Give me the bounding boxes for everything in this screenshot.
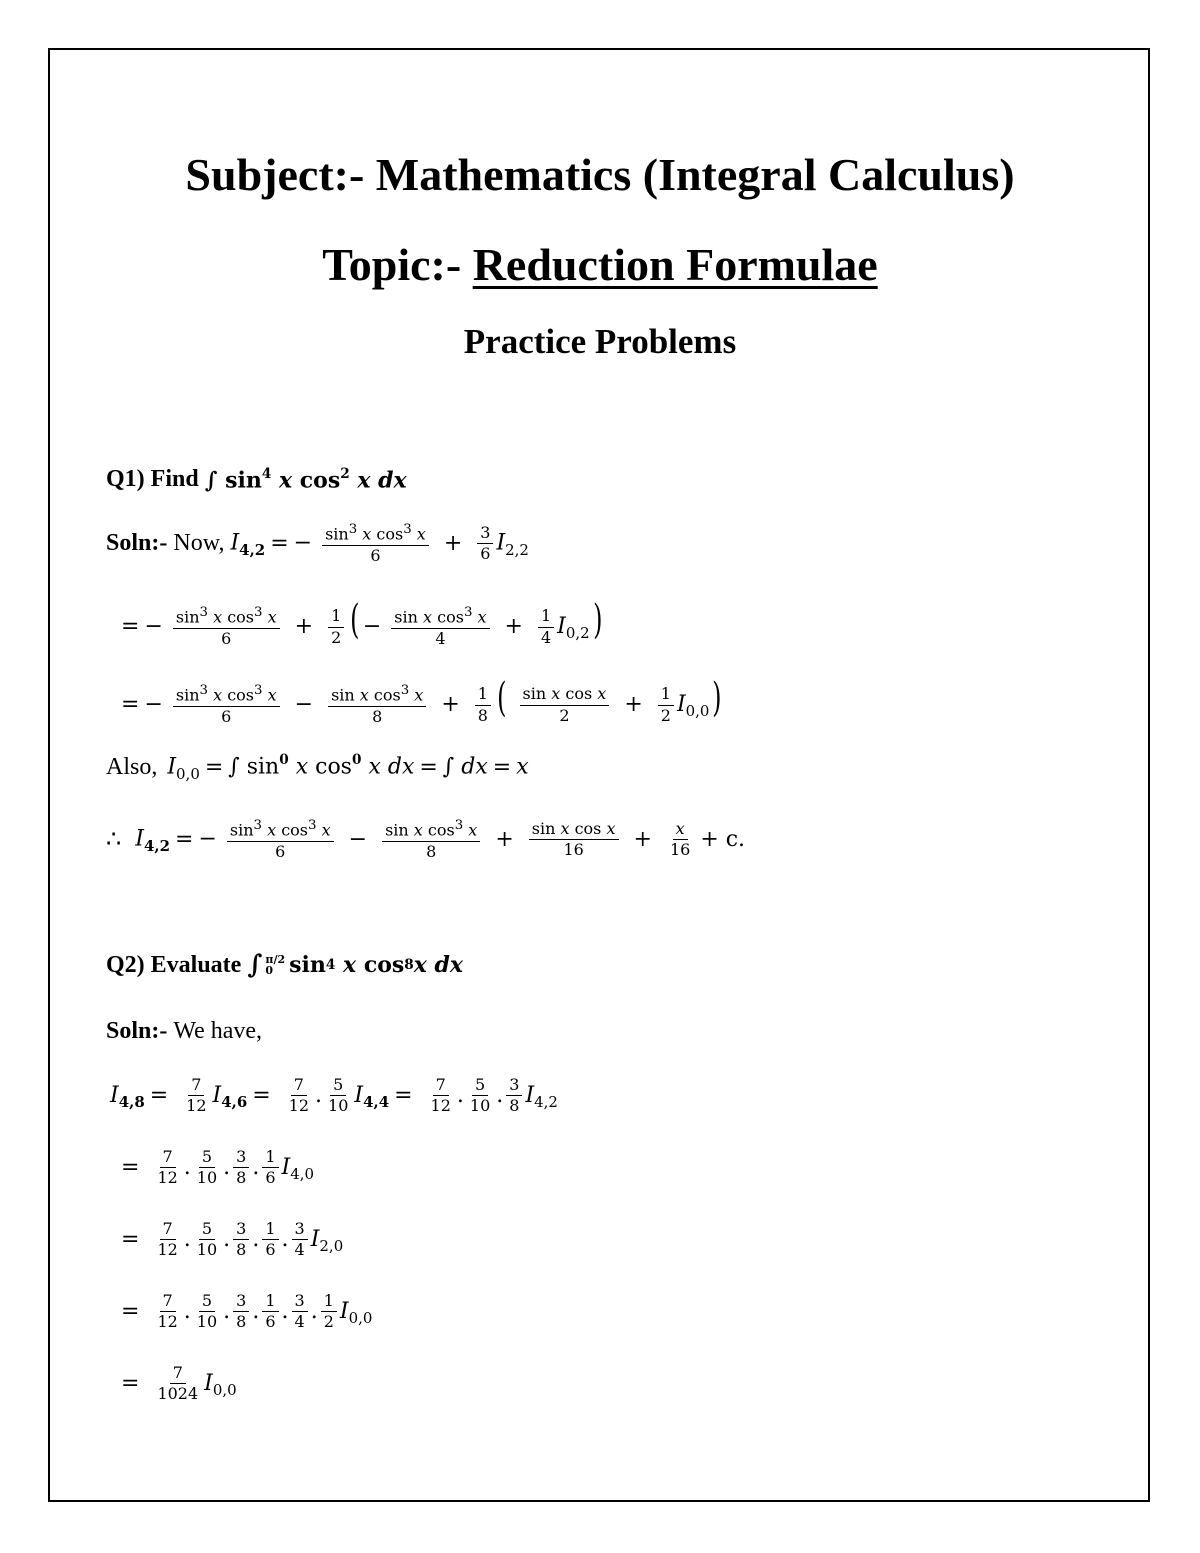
q1-soln-intro: Now, bbox=[173, 530, 225, 557]
q1-soln-label: Soln:- bbox=[106, 530, 168, 557]
q2-eq-2: = $\frac{7}{12}$ . $\frac{5}{10}$ . $\frac{3}{8}$ . $\frac{1}{6}$ $I_{4,0}$ bbox=[121, 1147, 315, 1188]
q1-eq-1: $I_{4,2}$ = − $\frac{\sin^3 x \cos^3 x}{6}$ + $\frac{3}{6}$ $I_{2,2}$ bbox=[230, 522, 529, 565]
q2-eq-3: = $\frac{7}{12}$ . $\frac{5}{10}$ . $\frac{3}{8}$ . $\frac{1}{6}$ . $\frac{3}{4}$ $I_{2,0}$ bbox=[121, 1219, 344, 1260]
q1-eq-2: = − $\frac{\sin^3 x \cos^3 x}{6}$ + $\frac{1}{2}$ ( − $\frac{\sin x \cos^3 x}{4}$ + $\frac{1}{4}$ $I_{0,2}$) bbox=[121, 597, 603, 649]
q2-soln-label: Soln:- bbox=[106, 1018, 168, 1044]
q1-also-line: Also, $I_{0,0}$ = ∫ $\sin^0 x$ $\cos^0 x$ dx = ∫ dx = x bbox=[106, 752, 529, 783]
therefore-symbol: ∴ bbox=[106, 827, 122, 854]
q2-label: Q2) Evaluate bbox=[106, 951, 242, 978]
q1-integrand: ∫ $\sin^4 x$ $\cos^2 x$ dx bbox=[204, 466, 407, 494]
q2-statement bbox=[106, 950, 463, 980]
q1-eq-3: = − $\frac{\sin^3 x \cos^3 x}{6}$ − $\frac{\sin x \cos^3 x}{8}$ + $\frac{1}{8}$ ( $\frac{\text{sin x cos x}}{2}$ + $\frac{1}{2}$ $I_{0,0}$) bbox=[121, 675, 722, 727]
q2-upper-limit: π/2 bbox=[265, 953, 286, 966]
topic-name: Reduction Formulae bbox=[472, 239, 878, 290]
topic-title bbox=[0, 238, 1200, 291]
q1-constant: + c. bbox=[700, 827, 746, 853]
q2-integrand: ∫ π/2 0 sin 4 x cos 8 x dx bbox=[247, 950, 464, 980]
q2-eq-1: $I_{4,8}$ = $\frac{7}{12}$ $I_{4,6}$ = $\frac{7}{12}$ . $\frac{5}{10}$ $I_{4,4}$ = $\frac{7}{12}$ . $\frac{5}{10}$ . $\frac{3}{8}$ $I_{4,2}$ bbox=[110, 1075, 558, 1116]
q1-statement bbox=[106, 466, 407, 494]
q2-lower-limit: 0 bbox=[265, 964, 274, 977]
q1-soln-line-1 bbox=[106, 522, 529, 565]
q2-soln-intro: We have, bbox=[173, 1018, 263, 1044]
subject-title: Subject:- Mathematics (Integral Calculus) bbox=[185, 149, 1015, 200]
practice-subtitle: Practice Problems bbox=[463, 322, 737, 361]
q2-soln-line bbox=[106, 1018, 262, 1045]
q2-eq-5: = $\frac{7}{1024}$ $I_{0,0}$ bbox=[121, 1363, 237, 1404]
q1-label: Q1) Find bbox=[106, 466, 199, 493]
q2-eq-4: = $\frac{7}{12}$ . $\frac{5}{10}$ . $\frac{3}{8}$ . $\frac{1}{6}$ . $\frac{3}{4}$ . $\frac{1}{2}$ $I_{0,0}$ bbox=[121, 1291, 373, 1332]
q1-final-line: ∴ $I_{4,2}$ = − $\frac{\sin^3 x \cos^3 x}{6}$ − $\frac{\sin x \cos^3 x}{8}$ + $\frac{\text{sin x cos x}}{16}$ + $\frac{x}{16}$ + c. bbox=[106, 818, 746, 861]
q1-also-label: Also, bbox=[106, 753, 158, 780]
topic-prefix: Topic:- bbox=[322, 239, 462, 290]
